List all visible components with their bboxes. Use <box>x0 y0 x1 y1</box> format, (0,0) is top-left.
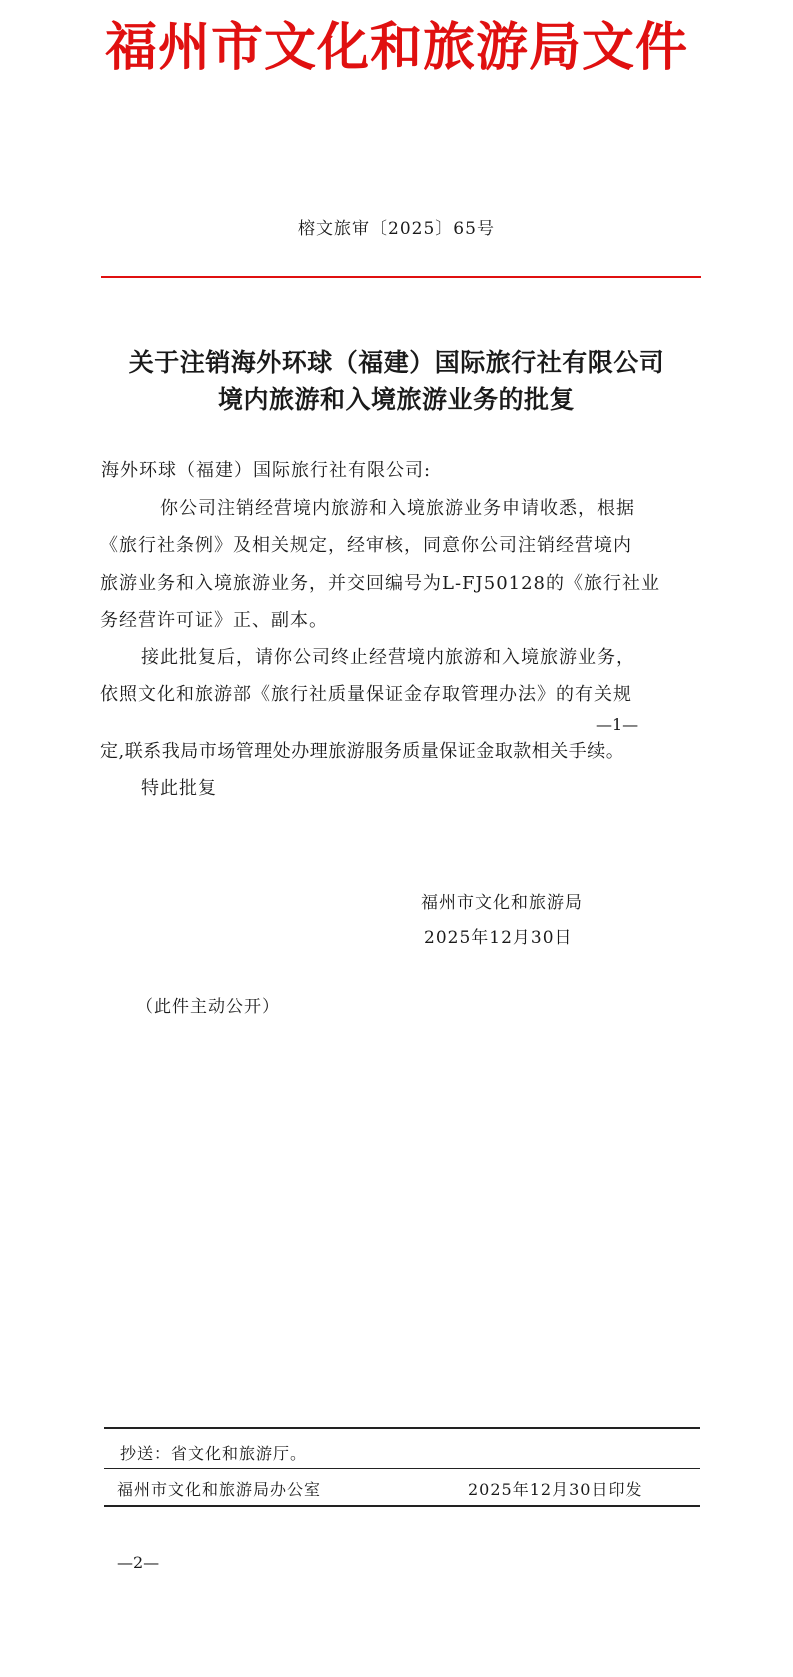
paragraph-1-line-1: 你公司注销经营境内旅游和入境旅游业务申请收悉，根据 <box>160 498 635 519</box>
red-separator-line <box>101 276 701 278</box>
paragraph-2-line-1: 接此批复后，请你公司终止经营境内旅游和入境旅游业务， <box>141 647 635 668</box>
issuing-authority-header: 福州市文化和旅游局文件 <box>104 17 688 78</box>
paragraph-2-line-3: 定,联系我局市场管理处办理旅游服务质量保证金取款相关手续。 <box>100 741 625 762</box>
closing-phrase: 特此批复 <box>141 778 217 799</box>
footer-bottom-rule <box>104 1505 700 1507</box>
paragraph-1-line-3: 旅游业务和入境旅游业务，并交回编号为L-FJ50128的《旅行社业 <box>100 573 660 594</box>
footer-middle-rule <box>104 1468 700 1469</box>
paragraph-2-line-2: 依照文化和旅游部《旅行社质量保证金存取管理办法》的有关规 <box>100 684 632 705</box>
issuing-office: 福州市文化和旅游局办公室 <box>117 1480 322 1499</box>
salutation: 海外环球（福建）国际旅行社有限公司: <box>101 460 432 481</box>
page-number-1: —1— <box>596 715 639 734</box>
cc-line: 抄送：省文化和旅游厅。 <box>120 1444 308 1463</box>
document-number: 榕文旅审〔2025〕65号 <box>298 219 495 239</box>
document-title-line-1: 关于注销海外环球（福建）国际旅行社有限公司 <box>128 348 665 377</box>
signing-date: 2025年12月30日 <box>424 928 573 948</box>
disclosure-note: （此件主动公开） <box>136 997 280 1017</box>
paragraph-1-line-2: 《旅行社条例》及相关规定，经审核，同意你公司注销经营境内 <box>100 535 632 556</box>
footer-top-rule <box>104 1427 700 1429</box>
page-number-2: —2— <box>117 1553 160 1572</box>
signing-organization: 福州市文化和旅游局 <box>421 893 583 913</box>
issue-date: 2025年12月30日印发 <box>468 1480 643 1499</box>
paragraph-1-line-4: 务经营许可证》正、副本。 <box>100 610 328 631</box>
document-title-line-2: 境内旅游和入境旅游业务的批复 <box>217 385 575 414</box>
